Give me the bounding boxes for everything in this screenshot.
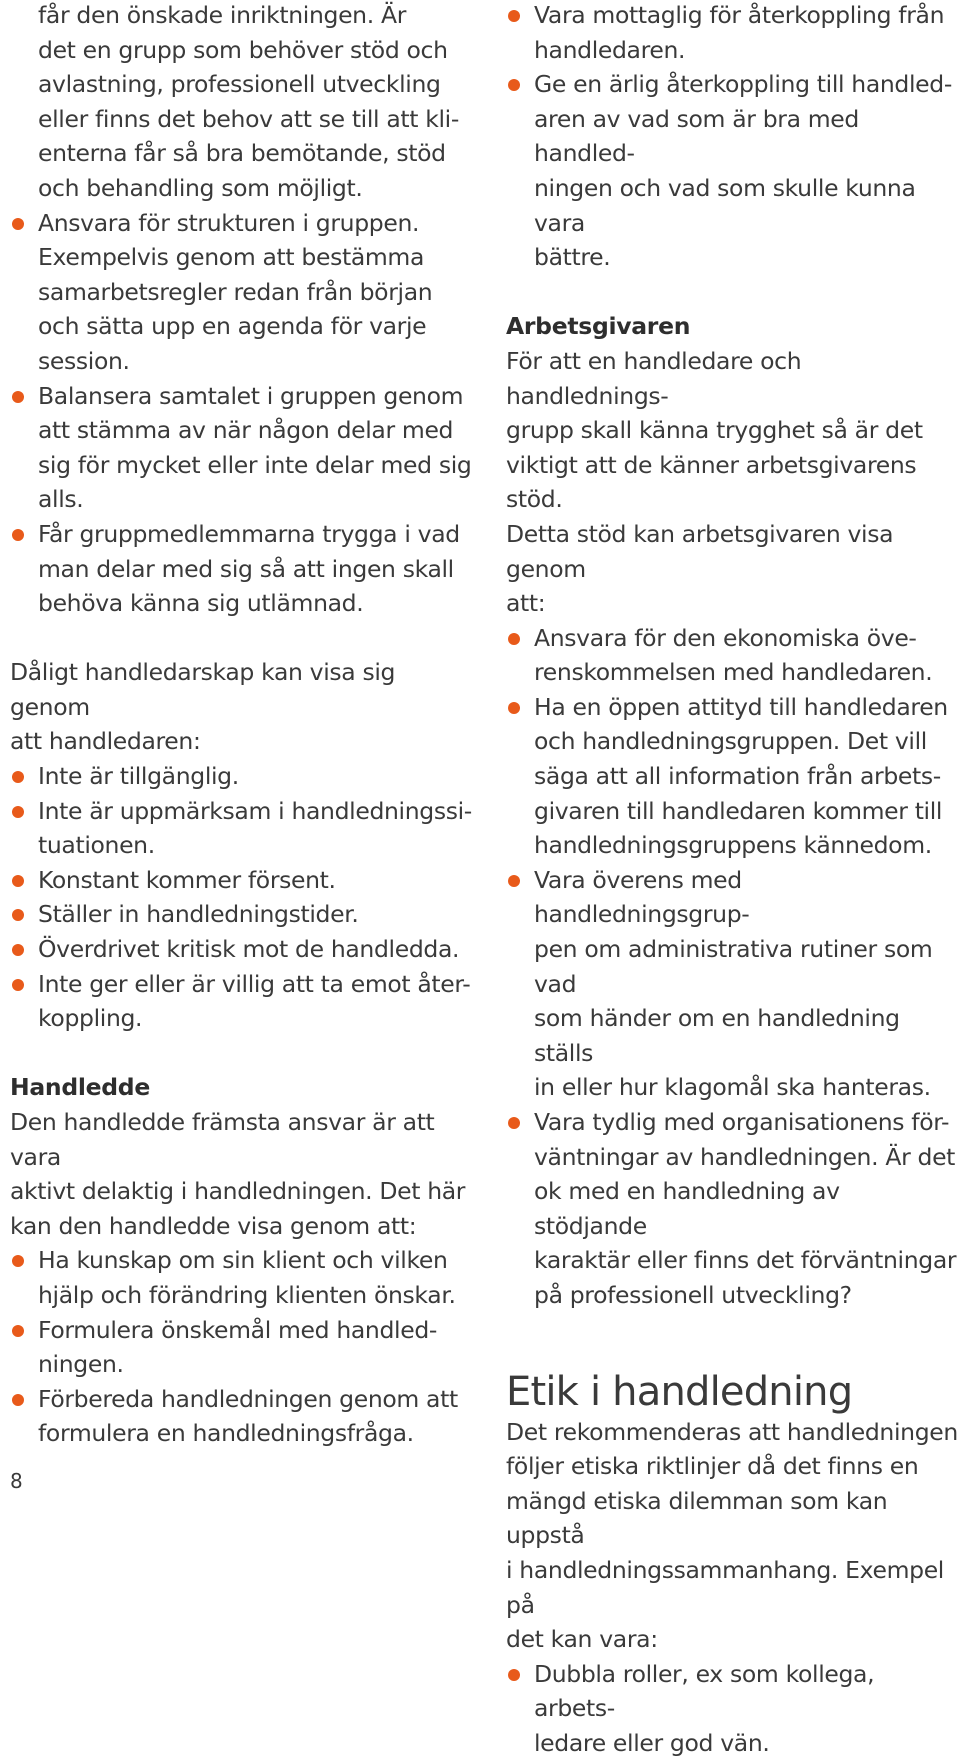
intro-paragraph: [10, 0, 480, 206]
text-line: ningen.: [38, 1350, 124, 1379]
list-item: [10, 1243, 480, 1312]
text-line: För att en handledare och handlednings-: [506, 346, 802, 410]
bullet-icon: [12, 771, 24, 783]
text-line: aren av vad som är bra med handled-: [534, 104, 859, 168]
text-line: bättre.: [534, 243, 611, 272]
text-line: sig för mycket eller inte delar med sig: [38, 450, 472, 479]
text-line: alls.: [38, 485, 84, 514]
bullet-icon: [12, 1325, 24, 1337]
list-item: [10, 379, 480, 517]
text-line: på professionell utveckling?: [534, 1280, 852, 1309]
text-line: väntningar av handledningen. Är det: [534, 1142, 956, 1171]
text-line: i handledningssammanhang. Exempel på: [506, 1555, 944, 1619]
bullet-icon: [508, 1117, 520, 1129]
bullet-icon: [12, 529, 24, 541]
list-item: [10, 932, 480, 967]
list-item: [10, 206, 480, 379]
bad-supervision-list: [10, 759, 480, 1036]
bullet-icon: [508, 633, 520, 645]
list-item: [10, 759, 480, 794]
text-line: man delar med sig så att ingen skall: [38, 554, 454, 583]
text-line: Vara mottaglig för återkoppling från: [534, 1, 945, 29]
text-line: Ansvara för den ekonomiska öve-: [534, 623, 917, 652]
text-line: aktivt delaktig i handledningen. Det här: [10, 1177, 466, 1206]
text-line: viktigt att de känner arbetsgivarens stöd.: [506, 450, 917, 514]
text-line: ok med en handledning av stödjande: [534, 1177, 840, 1240]
text-line: ningen och vad som skulle kunna vara: [534, 173, 916, 237]
bullet-icon: [12, 1394, 24, 1406]
text-line: givaren till handledaren kommer till: [534, 796, 943, 825]
bullet-icon: [508, 1669, 520, 1681]
text-line: handledaren.: [534, 35, 686, 64]
list-item: [506, 67, 958, 275]
text-line: session.: [38, 346, 130, 375]
text-line: eller finns det behov att se till att kli-: [38, 104, 459, 133]
text-line: Dubbla roller, ex som kollega, arbets-: [534, 1659, 875, 1723]
text-line: Exempelvis genom att bestämma: [38, 243, 425, 272]
list-item: [10, 967, 480, 1036]
left-column: [10, 0, 480, 1451]
handledde-list: [10, 1243, 480, 1451]
etik-heading: Etik i handledning: [506, 1368, 853, 1415]
list-item: [10, 517, 480, 621]
arbetsgivaren-heading: Arbetsgivaren: [506, 312, 691, 341]
text-line: Inte ger eller är villig att ta emot åter-: [38, 969, 471, 998]
text-line: att handledaren:: [10, 727, 201, 756]
bullet-icon: [12, 944, 24, 956]
text-line: Inte är uppmärksam i handledningssi-: [38, 796, 472, 825]
bullet-icon: [12, 391, 24, 403]
text-line: ledare eller god vän.: [534, 1728, 770, 1757]
text-line: och handledningsgruppen. Det vill: [534, 727, 927, 756]
text-line: Formulera önskemål med handled-: [38, 1315, 438, 1344]
text-line: renskommelsen med handledaren.: [534, 658, 933, 687]
text-line: Detta stöd kan arbetsgivaren visa genom: [506, 519, 894, 583]
list-item: [10, 897, 480, 932]
text-line: pen om administrativa rutiner som vad: [534, 935, 933, 998]
page-number: 8: [10, 1469, 23, 1493]
text-line: mängd etiska dilemman som kan uppstå: [506, 1486, 888, 1550]
text-line: säga att all information från arbets-: [534, 762, 941, 791]
right-column: [506, 0, 958, 1761]
bullet-icon: [508, 10, 520, 22]
text-line: får den önskade inriktningen. Är: [38, 1, 407, 29]
bullet-icon: [12, 909, 24, 921]
arbetsgivaren-list: [506, 621, 958, 1313]
arbetsgivaren-intro: [506, 344, 958, 621]
handledde-intro: [10, 1105, 480, 1243]
text-line: tuationen.: [38, 831, 155, 860]
text-line: Ge en ärlig återkoppling till handled-: [534, 70, 952, 99]
text-line: Vara överens med handledningsgrup-: [534, 865, 750, 929]
text-line: formulera en handledningsfråga.: [38, 1419, 414, 1448]
list-item: [506, 690, 958, 863]
text-line: hjälp och förändring klienten önskar.: [38, 1280, 456, 1309]
etik-intro: [506, 1415, 958, 1657]
text-line: Balansera samtalet i gruppen genom: [38, 381, 464, 410]
feedback-list: [506, 0, 958, 275]
text-line: Dåligt handledarskap kan visa sig genom: [10, 658, 396, 721]
text-line: Ansvara för strukturen i gruppen.: [38, 208, 420, 237]
list-item: [506, 621, 958, 690]
text-line: grupp skall känna trygghet så är det: [506, 416, 923, 445]
list-item: [10, 863, 480, 898]
text-line: Ha kunskap om sin klient och vilken: [38, 1246, 448, 1275]
text-line: det kan vara:: [506, 1625, 658, 1654]
text-line: att:: [506, 589, 546, 618]
list-item: [506, 1657, 958, 1761]
etik-list: [506, 1657, 958, 1761]
handledde-heading: Handledde: [10, 1073, 150, 1102]
text-line: Förbereda handledningen genom att: [38, 1384, 458, 1413]
bullet-icon: [12, 806, 24, 818]
text-line: som händer om en handledning ställs: [534, 1004, 900, 1067]
bullet-icon: [12, 1255, 24, 1267]
bullet-icon: [12, 218, 24, 230]
text-line: in eller hur klagomål ska hanteras.: [534, 1073, 931, 1102]
text-line: Inte är tillgänglig.: [38, 762, 239, 791]
text-line: Ställer in handledningstider.: [38, 900, 359, 929]
text-line: handledningsgruppens kännedom.: [534, 831, 932, 860]
text-line: och sätta upp en agenda för varje: [38, 312, 427, 341]
text-line: Det rekommenderas att handledningen: [506, 1417, 958, 1446]
text-line: Vara tydlig med organisationens för-: [534, 1108, 950, 1136]
list-item: [10, 1382, 480, 1451]
text-line: Får gruppmedlemmarna trygga i vad: [38, 519, 460, 548]
text-line: Överdrivet kritisk mot de handledda.: [38, 935, 460, 964]
list-item: [506, 863, 958, 1105]
text-line: avlastning, professionell utveckling: [38, 70, 441, 99]
text-line: Konstant kommer försent.: [38, 865, 336, 894]
bullet-icon: [508, 875, 520, 887]
bullet-icon: [12, 979, 24, 991]
text-line: Den handledde främsta ansvar är att vara: [10, 1108, 435, 1171]
list-item: [506, 0, 958, 67]
list-item: [10, 1313, 480, 1382]
list-item: [10, 794, 480, 863]
text-line: samarbetsregler redan från början: [38, 277, 433, 306]
text-line: behöva känna sig utlämnad.: [38, 589, 364, 618]
text-line: det en grupp som behöver stöd och: [38, 35, 448, 64]
bullet-icon: [508, 702, 520, 714]
text-line: kan den handledde visa genom att:: [10, 1211, 417, 1240]
text-line: och behandling som möjligt.: [38, 173, 363, 202]
text-line: följer etiska riktlinjer då det finns en: [506, 1452, 919, 1481]
bullet-icon: [12, 875, 24, 887]
supervisor-duties-list: [10, 206, 480, 621]
bad-supervision-intro: [10, 655, 480, 759]
text-line: enterna får så bra bemötande, stöd: [38, 139, 446, 168]
text-line: Ha en öppen attityd till handledaren: [534, 692, 948, 721]
list-item: [506, 1105, 958, 1313]
text-line: karaktär eller finns det förväntningar: [534, 1246, 957, 1275]
text-line: koppling.: [38, 1004, 143, 1033]
text-line: att stämma av när någon delar med: [38, 416, 454, 445]
bullet-icon: [508, 79, 520, 91]
